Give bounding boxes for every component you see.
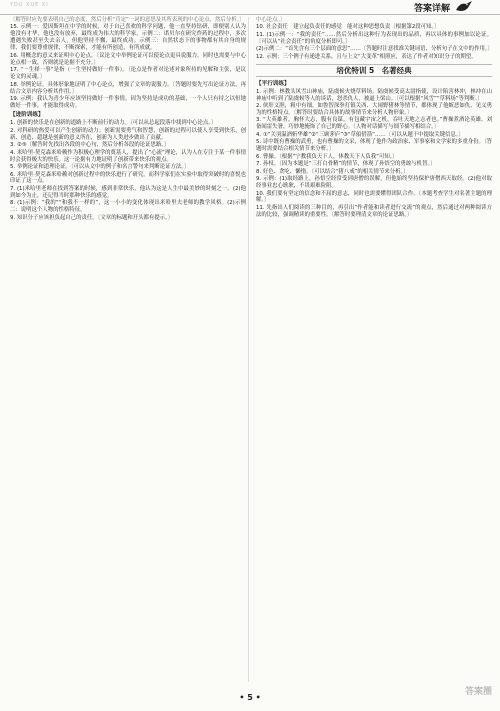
answer-paragraph: 10. 我们要有坚定的信念和不屈的意志，同时也需要懂得团队合作。〔本题考查学生对名著主题的理解。〕 <box>256 190 492 204</box>
answer-paragraph: 6. 曹操。〔根据“宁教我负天下人，休教天下人负我”可知。〕 <box>256 153 398 160</box>
answer-paragraph: 18. 举例论证，具体形象地证明了中心论点，增强了文章的说服力。〔答题时要先写出论证方法，再结合文章内容分析其作用。〕 <box>10 81 246 95</box>
answer-paragraph: 5. 诗中既有曹操的武勇，也有曹操的文采，体现了他作为政治家、军事家和文学家的多重身份。〔答题时需要结合相关情节来分析。〕 <box>256 139 492 153</box>
answer-paragraph: 7. (1)米哈里老师在找到答案的时候，感到非常快乐，他认为这是人生中最美妙的时刻之一。(2)他到如今为止，还记得当时那种快乐的感觉。 <box>10 185 246 199</box>
left-column <box>10 17 246 222</box>
answer-paragraph: 8. 好色、贪吃、懒惰。〔可以结合“猪八戒”的相关情节来分析。〕 <box>256 168 409 175</box>
right-column <box>256 17 492 219</box>
answer-paragraph: 9. 示例：(1)取经路上，孙悟空经常受到唐僧的误解，但他始终坚持保护唐僧西天取经。(2)他对取经事业忠心耿耿，不畏艰难险阻。 <box>256 176 492 190</box>
answer-paragraph: 〔解答时应先要表明自己的态度，然后分析“肯定”一词的意思及其所表现的中心论点，然后分析。〕 <box>10 17 245 23</box>
answer-paragraph: 3. ②⑤〔解答时先找出各段的中心句，然后分析各段的论证思路。〕 <box>10 142 170 149</box>
answer-paragraph: 7. 孙权。〔因为本题是“三打白骨精”的情节，体现了孙悟空的勇敢与机智。〕 <box>256 161 436 168</box>
section-title: 培优特训 5 名著经典 <box>256 64 492 77</box>
answer-paragraph: 2. 对科研的热爱可以产生创新的动力；创新需要勇气和智慧，创新的过程可以使人享受到快乐，创新、创造、超越是创新的意义所在，创新为人类进步做出了贡献。 <box>10 127 246 141</box>
answer-paragraph: 4. 米哈里·契克森米哈赖作为积极心理学的奠基人，提出了“心流”理论，认为人在专注于某一件事情时会获得极大的快乐。这一论据有力地证明了创新带来快乐的观点。 <box>10 149 246 163</box>
column-divider <box>248 17 249 682</box>
answer-paragraph: 19. 示例：我认为青少年应该坚持做好一件事情。因为坚持是成功的基础，一个人只有持之以恒地做好一件事，才能取得成功。 <box>10 95 246 109</box>
page-header <box>0 0 500 15</box>
answer-paragraph: 5. 举例论证和道理论证。〔可以从文中的例子和名言警句来判断论证方法。〕 <box>10 164 190 171</box>
answer-paragraph: 1. 创新的快乐是在创新的道路上不断前行的动力。〔可以从总起段落中找到中心论点。〕 <box>10 120 217 127</box>
answer-paragraph: (2)示例二：“首先含有三个层面的意思”……〔答题时注意找准关键词语，分析句子在文中的作用。〕 <box>256 46 493 53</box>
answer-paragraph: 3. “大英雄者，胸怀大志，腹有良谋，有包藏宇宙之机，吞吐天地之志者也。”曹操煮酒论英雄，刘备闻雷失箸，巧妙地掩饰了自己的野心。〔人物对话描写与细节描写相结合。〕 <box>256 117 492 131</box>
answer-paragraph: 11. (1)示例一：“我的责任”……然后分析出这种行为表现出的品质，再以具体的事例加以论证。〔可以从“社会责任”的角度分析即可。〕 <box>256 31 492 45</box>
answer-paragraph: 11. 先指出人们阅读的三种目的，再引出“作者能和读者进行交流”的观点，然后通过对两种阅读方法的比较，强调精读的重要性。〔解答时要理清文章的论证思路。〕 <box>256 204 492 218</box>
page-number: • 5 • <box>239 693 261 702</box>
answer-paragraph: 10. 社会责任 建立起负责任的感觉 能对这种思想负责〔根据第2段可知。〕 <box>256 24 440 31</box>
answer-paragraph: 9. 知识分子应该担负起自己的责任。〔文章的标题和开头都有提示。〕 <box>10 214 174 221</box>
answer-paragraph: 中心论点。〕 <box>256 17 286 23</box>
advanced-training-label: 【进阶训练】 <box>10 112 44 119</box>
answer-paragraph: 15. 示例一：爱因斯坦在中学的时候，对于自己喜欢的科学问题，他一直坚持钻研，即便别人认为他没有才华，他也没有放弃，最终成为伟大的科学家。示例二：诺贝尔在研究炸药的过程中，多次遭遇失败甚至失去亲人，但他坚持不懈，最终成功。示例三：自然状态下的事物都有其自身的规律，我们要尊重规律，不断探索，才能有所创造，有所成就。 <box>10 24 246 52</box>
bird-logo-icon <box>454 0 474 13</box>
answer-paragraph: 1. 示例：林教头风雪山神庙，陆虞候火烧草料场。陆虞候受高太尉指使，设计陷害林冲，林冲在山神庙中听到了陆虞候等人的谈话，怒杀仇人，被逼上梁山。〔可以根据“风雪”“草料场”等判断。〕 <box>256 88 492 102</box>
answer-paragraph: 6. 米哈里·契克森米哈赖对创新过程中的快乐进行了研究，而科学家们在实验中取得突破时的喜悦也印证了这一点。 <box>10 171 246 185</box>
header-mark: YOU XUE XI <box>10 2 49 8</box>
watermark: 答案圈 <box>464 687 492 697</box>
header-title: 答案详解 <box>413 4 450 14</box>
answer-paragraph: 8. (1)示例：“我的”“和我不一样的”，这一小小的变化体现出米哈里夫老师的教学风格。(2)示例二：说明这个人物的性格特征。 <box>10 200 246 214</box>
parallel-training-label: 【平行训练】 <box>256 80 290 87</box>
answer-paragraph: 4. ①“关羽温酒斩华雄”②“三顾茅庐”③“草船借箭”……〔可以从题干中提取关键信息。〕 <box>256 131 464 138</box>
answer-paragraph: 2. 侠肝义胆，粗中有细。如鲁智深拳打镇关西、大闹野猪林等情节，都体现了他嫉恶如仇、见义勇为的性格特点。〔解答时要结合具体的故事情节来分析人物形象。〕 <box>256 103 492 117</box>
answer-paragraph: 12. 示例：三个例子有递进关系，且与上文“大变革”相照应，表达了作者对知识分子的期望。 <box>256 53 477 60</box>
answer-paragraph: 16. 用概念的意义来证明中心论点。〔议论文中举例论证可以使论点更具说服力，同时也需要与中心论点相一致，否则就是论据不充分。〕 <box>10 52 246 66</box>
answer-paragraph: 17. “一生择一事”是指（一生坚持做好一件事）。〔论点是作者对论述对象所持的见解和主张，是议论文的灵魂。〕 <box>10 67 246 81</box>
